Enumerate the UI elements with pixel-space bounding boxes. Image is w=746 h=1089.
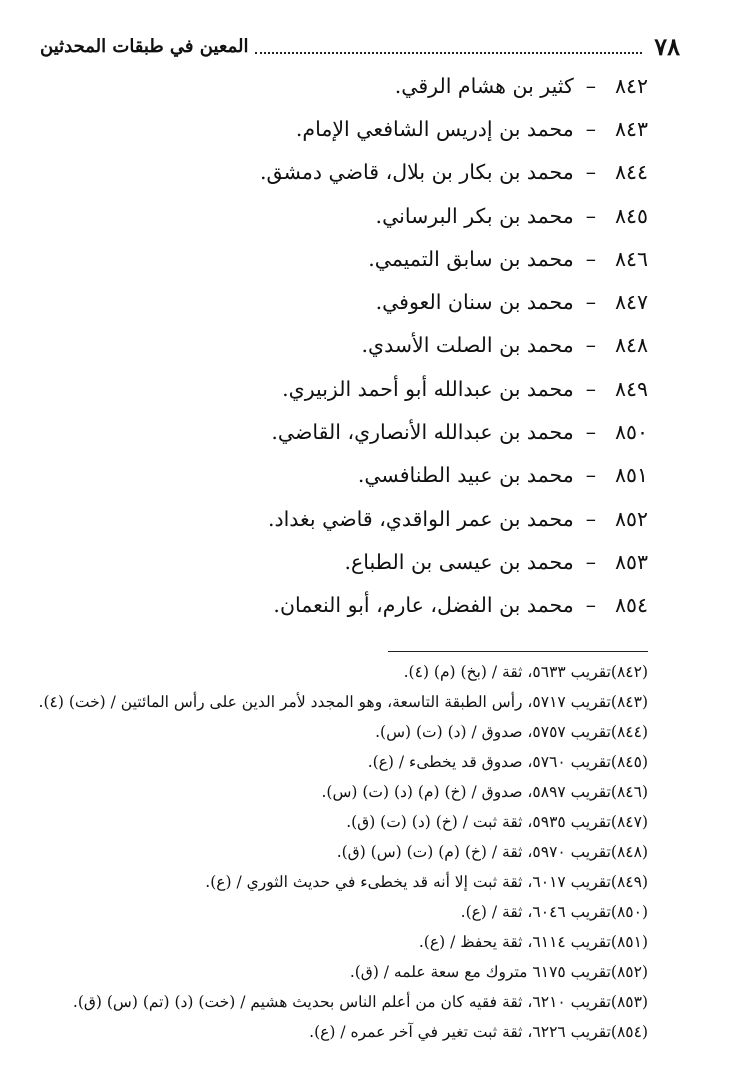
entry-number: ٨٤٣ bbox=[614, 116, 648, 141]
entry-dash: – bbox=[585, 376, 596, 401]
footnote: (٨٤٦)تقريب ٥٨٩٧، صدوق / (خ) (م) (د) (ت) (س). bbox=[321, 783, 648, 801]
entry-number: ٨٤٧ bbox=[614, 290, 648, 315]
entry-text: محمد بن سنان العوفي. bbox=[375, 290, 574, 315]
entry-number: ٨٤٩ bbox=[614, 376, 648, 401]
list-item bbox=[88, 367, 648, 410]
entry-dash: – bbox=[585, 506, 596, 531]
list-item bbox=[88, 324, 648, 367]
entry-number: ٨٤٥ bbox=[614, 203, 648, 228]
entry-text: محمد بن الصلت الأسدي. bbox=[361, 333, 574, 358]
entry-number: ٨٤٤ bbox=[614, 160, 648, 185]
list-item bbox=[88, 410, 648, 453]
entry-dash: – bbox=[585, 116, 596, 141]
entry-number: ٨٥٠ bbox=[614, 420, 648, 445]
entry-number: ٨٥٢ bbox=[614, 506, 648, 531]
list-item bbox=[88, 64, 648, 107]
list-item bbox=[88, 237, 648, 280]
entry-dash: – bbox=[585, 549, 596, 574]
entry-text: محمد بن بكر البرساني. bbox=[375, 203, 574, 228]
entry-dash: – bbox=[585, 463, 596, 488]
list-item bbox=[88, 540, 648, 583]
entry-text: محمد بن عبيد الطنافسي. bbox=[357, 463, 574, 488]
entry-text: محمد بن بكار بن بلال، قاضي دمشق. bbox=[260, 160, 574, 185]
entry-text: محمد بن الفضل، عارم، أبو النعمان. bbox=[273, 593, 574, 618]
entry-list bbox=[88, 64, 648, 627]
entry-number: ٨٤٢ bbox=[614, 73, 648, 98]
entry-number: ٨٤٦ bbox=[614, 246, 648, 271]
running-title: المعين في طبقات المحدثين bbox=[40, 36, 249, 57]
entry-text: محمد بن إدريس الشافعي الإمام. bbox=[295, 116, 574, 141]
footnote-list bbox=[28, 657, 648, 1047]
footnote: (٨٤٣)تقريب ٥٧١٧، رأس الطبقة التاسعة، وهو المجدد لأمر الدين على رأس المائتين / (خت) (٤). bbox=[38, 693, 648, 711]
list-item bbox=[88, 584, 648, 627]
entry-text: محمد بن عيسى بن الطباع. bbox=[344, 549, 574, 574]
list-item bbox=[88, 454, 648, 497]
footnote: (٨٥٣)تقريب ٦٢١٠، ثقة فقيه كان من أعلم الناس بحديث هشيم / (خت) (د) (تم) (س) (ق). bbox=[72, 993, 648, 1011]
footnote: (٨٤٩)تقريب ٦٠١٧، ثقة ثبت إلا أنه قد يخطىء في حديث الثوري / (ع). bbox=[205, 873, 648, 891]
list-item bbox=[88, 151, 648, 194]
footnote: (٨٥٢)تقريب ٦١٧٥ متروك مع سعة علمه / (ق). bbox=[349, 963, 648, 981]
entry-number: ٨٤٨ bbox=[614, 333, 648, 358]
footnote: (٨٤٨)تقريب ٥٩٧٠، ثقة / (خ) (م) (ت) (س) (ق). bbox=[336, 843, 648, 861]
list-item bbox=[88, 107, 648, 150]
entry-text: محمد بن عبدالله أبو أحمد الزبيري. bbox=[282, 376, 574, 401]
entry-number: ٨٥١ bbox=[614, 463, 648, 488]
page-header bbox=[40, 26, 680, 62]
entry-dash: – bbox=[585, 203, 596, 228]
entry-text: محمد بن سابق التميمي. bbox=[368, 246, 574, 271]
entry-dash: – bbox=[585, 333, 596, 358]
list-item bbox=[88, 497, 648, 540]
footnote: (٨٤٤)تقريب ٥٧٥٧، صدوق / (د) (ت) (س). bbox=[375, 723, 648, 741]
list-item bbox=[88, 194, 648, 237]
entry-dash: – bbox=[585, 593, 596, 618]
entry-dash: – bbox=[585, 73, 596, 98]
entry-text: كثير بن هشام الرقي. bbox=[394, 73, 574, 98]
entry-dash: – bbox=[585, 160, 596, 185]
list-item bbox=[88, 280, 648, 323]
entry-number: ٨٥٤ bbox=[614, 593, 648, 618]
footnote: (٨٥٠)تقريب ٦٠٤٦، ثقة / (ع). bbox=[460, 903, 648, 921]
page-number: ٧٨ bbox=[654, 32, 680, 61]
entry-dash: – bbox=[585, 290, 596, 315]
entry-text: محمد بن عبدالله الأنصاري، القاضي. bbox=[271, 420, 574, 445]
footnote: (٨٥٤)تقريب ٦٢٢٦، ثقة ثبت تغير في آخر عمره / (ع). bbox=[309, 1023, 648, 1041]
footnote-divider bbox=[388, 651, 648, 652]
entry-dash: – bbox=[585, 246, 596, 271]
entry-number: ٨٥٣ bbox=[614, 549, 648, 574]
footnote: (٨٥١)تقريب ٦١١٤، ثقة يحفظ / (ع). bbox=[418, 933, 648, 951]
entry-dash: – bbox=[585, 420, 596, 445]
entry-text: محمد بن عمر الواقدي، قاضي بغداد. bbox=[267, 506, 574, 531]
footnote: (٨٤٢)تقريب ٥٦٣٣، ثقة / (بخ) (م) (٤). bbox=[403, 663, 648, 681]
header-dotted-leader bbox=[255, 52, 643, 54]
footnote: (٨٤٥)تقريب ٥٧٦٠، صدوق قد يخطىء / (ع). bbox=[367, 753, 648, 771]
footnote: (٨٤٧)تقريب ٥٩٣٥، ثقة ثبت / (خ) (د) (ت) (ق). bbox=[346, 813, 648, 831]
